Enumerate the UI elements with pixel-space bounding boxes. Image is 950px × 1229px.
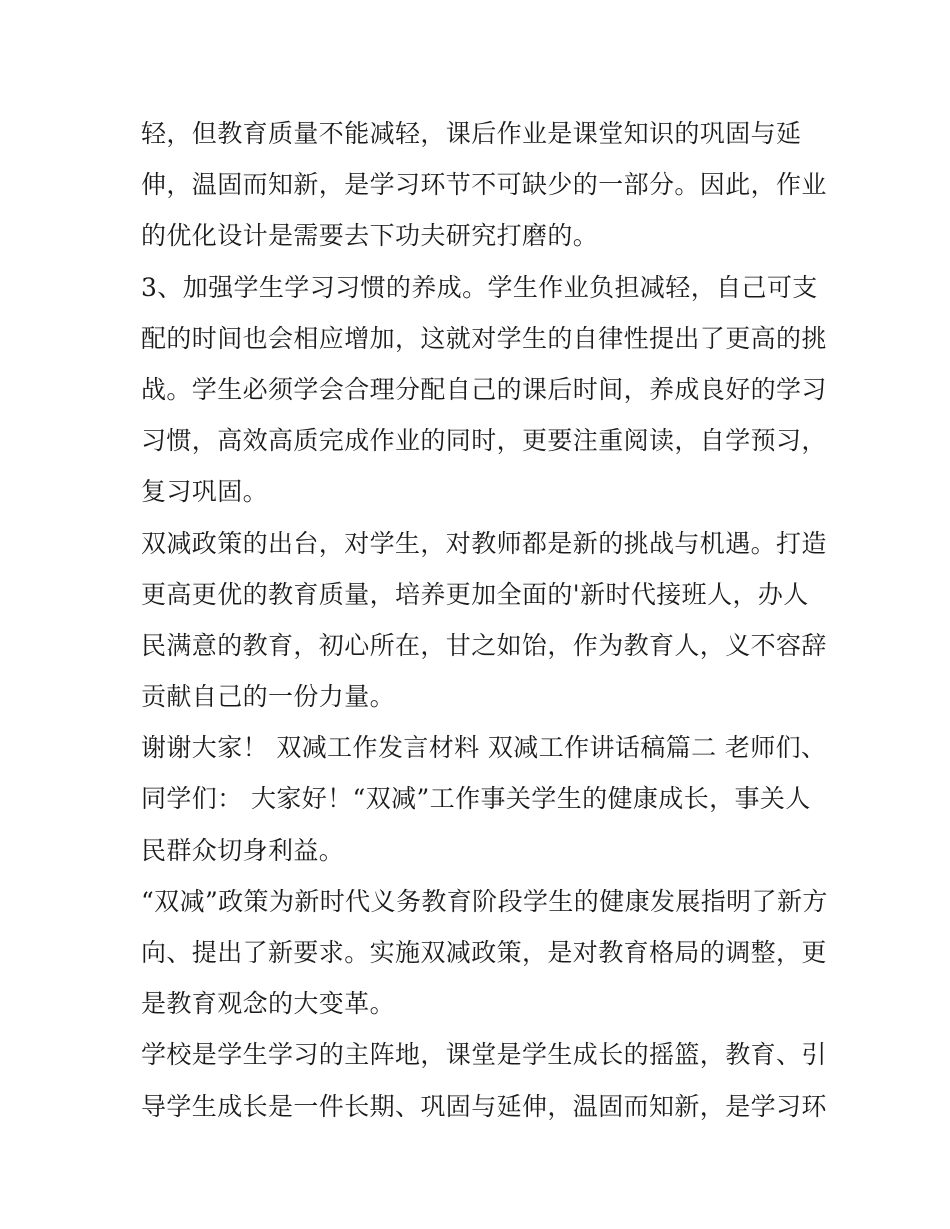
text-line: 3、加强学生学习习惯的养成。学生作业负担减轻，自己可支 [141, 272, 818, 302]
text-line: 伸，温固而知新，是学习环节不可缺少的一部分。因此，作业 [141, 170, 827, 200]
text-line: 是教育观念的大变革。 [141, 989, 396, 1019]
text-line: 学校是学生学习的主阵地，课堂是学生成长的摇篮，教育、引 [141, 1040, 827, 1070]
text-line: 战。学生必须学会合理分配自己的课后时间，养成良好的学习 [141, 374, 827, 404]
text-line: 导学生成长是一件长期、巩固与延伸，温固而知新，是学习环 [141, 1091, 827, 1121]
text-line: 向、提出了新要求。实施双减政策，是对教育格局的调整，更 [141, 938, 827, 967]
text-line: 贡献自己的一份力量。 [141, 682, 396, 712]
text-line: 配的时间也会相应增加，这就对学生的自律性提出了更高的挑 [141, 323, 827, 353]
text-line: 复习巩固。 [141, 477, 269, 507]
text-line: 民满意的教育，初心所在，甘之如饴，作为教育人，义不容辞 [141, 630, 827, 660]
text-line: 双减政策的出台，对学生，对教师都是新的挑战与机遇。打造 [141, 528, 827, 558]
text-line: 的优化设计是需要去下功夫研究打磨的。 [141, 221, 599, 251]
text-line: 习惯，高效高质完成作业的同时，更要注重阅读，自学预习， [141, 426, 827, 456]
text-line: “双减”政策为新时代义务教育阶段学生的健康发展指明了新方 [141, 886, 828, 916]
text-line: 轻，但教育质量不能减轻，课后作业是课堂知识的巩固与延 [141, 119, 802, 148]
text-line: 同学们： 大家好！“双减”工作事关学生的健康成长，事关人 [141, 784, 811, 814]
body-text [141, 108, 828, 1132]
text-line: 民群众切身利益。 [141, 835, 345, 865]
text-line: 谢谢大家！ 双减工作发言材料 双减工作讲话稿篇二 老师们、 [141, 733, 827, 763]
text-line: 更高更优的教育质量，培养更加全面的'新时代接班人，办人 [141, 579, 809, 609]
